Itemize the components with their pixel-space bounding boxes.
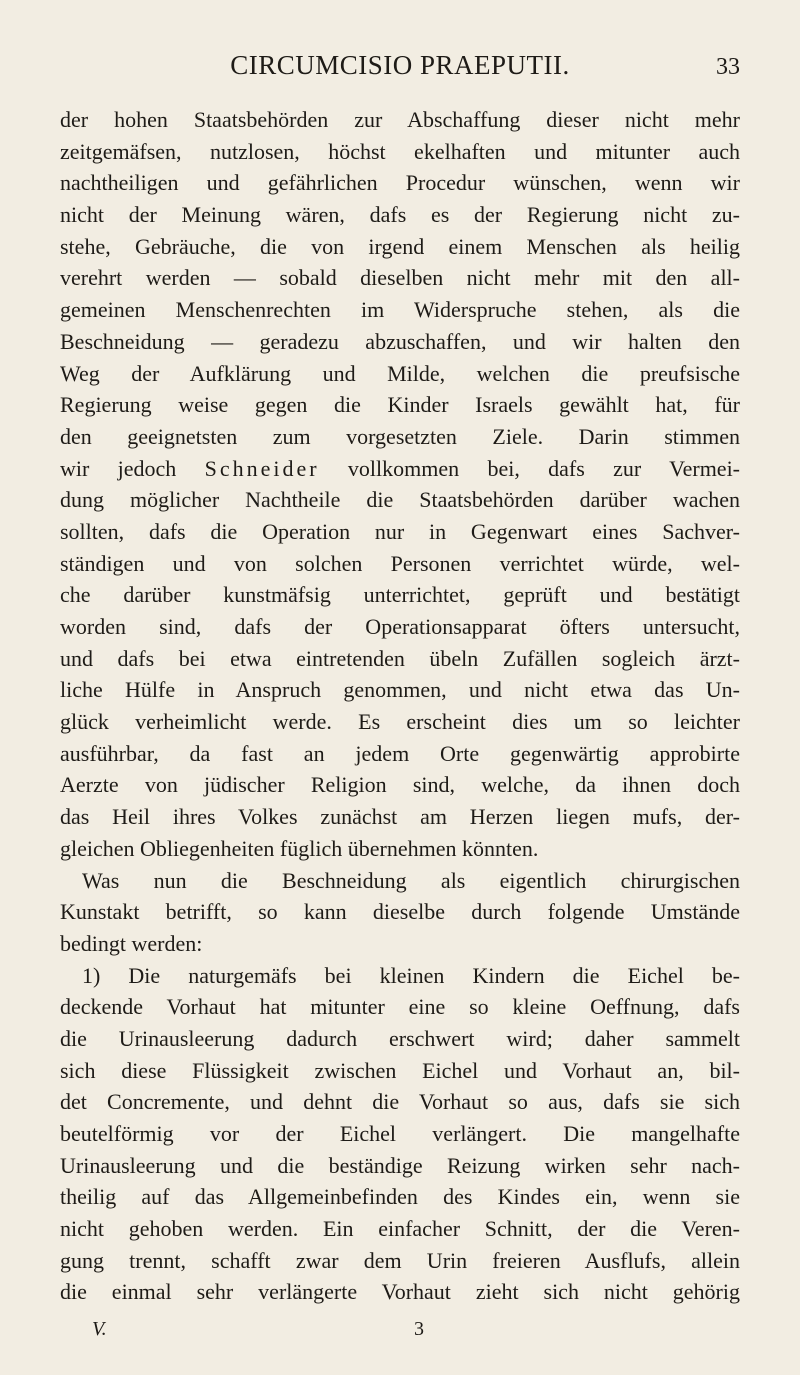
text-line: det Concremente, und dehnt die Vorhaut so aus, dafs sie sich bbox=[60, 1089, 740, 1115]
text-line: das Heil ihres Volkes zunächst am Herzen liegen mufs, der- bbox=[60, 804, 740, 830]
text-line: die Urinausleerung dadurch erschwert wird; daher sammelt bbox=[60, 1025, 740, 1051]
text-line: Kunstakt betrifft, so kann dieselbe durch folgende Umstände bbox=[60, 899, 740, 925]
text-line: worden sind, dafs der Operationsapparat öfters untersucht, bbox=[60, 614, 740, 639]
text-line: sollten, dafs die Operation nur in Gegenwart eines Sachver- bbox=[60, 518, 740, 544]
running-title: CIRCUMCISIO PRAEPUTII. bbox=[230, 50, 570, 80]
text-line: der hohen Staatsbehörden zur Abschaffung dieser nicht mehr bbox=[60, 107, 740, 132]
page-number: 33 bbox=[716, 54, 740, 80]
text-line: die einmal sehr verlängerte Vorhaut zieht sich nicht gehörig bbox=[60, 1279, 740, 1305]
text-line: theilig auf das Allgemeinbefinden des Kindes ein, wenn sie bbox=[60, 1184, 740, 1210]
text-line: liche Hülfe in Anspruch genommen, und nicht etwa das Un- bbox=[60, 677, 740, 703]
text-line: verehrt werden — sobald dieselben nicht mehr mit den all- bbox=[60, 265, 740, 291]
text-line: zeitgemäfsen, nutzlosen, höchst ekelhaften und mitunter auch bbox=[60, 138, 740, 164]
text-line: glück verheimlicht werde. Es erscheint dies um so leichter bbox=[60, 709, 740, 735]
text-line: nachtheiligen und gefährlichen Procedur wünschen, wenn wir bbox=[60, 170, 740, 196]
text-line: und dafs bei etwa eintretenden übeln Zufällen sogleich ärzt- bbox=[60, 645, 740, 671]
sheet-number: 3 bbox=[414, 1318, 424, 1340]
text-line bbox=[60, 453, 740, 485]
text-line: dung möglicher Nachtheile die Staatsbehörden darüber wachen bbox=[60, 487, 740, 513]
page-header bbox=[0, 50, 800, 94]
text-line: Was nun die Beschneidung als eigentlich chirurgischen bbox=[82, 867, 740, 893]
text-line: Beschneidung — geradezu abzuschaffen, und wir halten den bbox=[60, 328, 740, 354]
text-line: Urinausleerung und die beständige Reizung wirken sehr nach- bbox=[60, 1152, 740, 1178]
text-line: gleichen Obliegenheiten füglich übernehmen könnten. bbox=[60, 835, 539, 861]
author-name: Schneider bbox=[204, 455, 320, 481]
text-line: gung trennt, schafft zwar dem Urin freieren Ausflufs, allein bbox=[60, 1247, 740, 1273]
text-line: nicht gehoben werden. Ein einfacher Schnitt, der die Veren- bbox=[60, 1216, 740, 1242]
text-line: bedingt werden: bbox=[60, 930, 203, 956]
text-line: Aerzte von jüdischer Religion sind, welche, da ihnen doch bbox=[60, 772, 740, 798]
text-line: Regierung weise gegen die Kinder Israels gewählt hat, für bbox=[60, 392, 740, 418]
text-line: che darüber kunstmäfsig unterrichtet, geprüft und bestätigt bbox=[60, 582, 740, 608]
signature-mark: V. bbox=[92, 1318, 107, 1340]
text-line: ausführbar, da fast an jedem Orte gegenwärtig approbirte bbox=[60, 740, 740, 766]
body-text bbox=[60, 104, 740, 1308]
text-line: gemeinen Menschenrechten im Widerspruche stehen, als die bbox=[60, 297, 740, 323]
text-line: ständigen und von solchen Personen verrichtet würde, wel- bbox=[60, 550, 740, 576]
text-segment: vollkommen bei, dafs zur Vermei- bbox=[319, 455, 741, 481]
text-line: deckende Vorhaut hat mitunter eine so kleine Oeffnung, dafs bbox=[60, 994, 740, 1020]
text-line: stehe, Gebräuche, die von irgend einem Menschen als heilig bbox=[60, 233, 740, 259]
text-line: Weg der Aufklärung und Milde, welchen die preufsische bbox=[60, 360, 740, 386]
text-line: nicht der Meinung wären, dafs es der Regierung nicht zu- bbox=[60, 202, 740, 228]
text-segment: wir jedoch bbox=[60, 455, 205, 481]
text-line: 1) Die naturgemäfs bei kleinen Kindern die Eichel be- bbox=[82, 962, 740, 988]
text-line: den geeignetsten zum vorgesetzten Ziele. Darin stimmen bbox=[60, 423, 740, 449]
text-line: beutelförmig vor der Eichel verlängert. Die mangelhafte bbox=[60, 1121, 740, 1146]
page-footer bbox=[0, 1318, 800, 1348]
text-line: sich diese Flüssigkeit zwischen Eichel und Vorhaut an, bil- bbox=[60, 1057, 740, 1083]
